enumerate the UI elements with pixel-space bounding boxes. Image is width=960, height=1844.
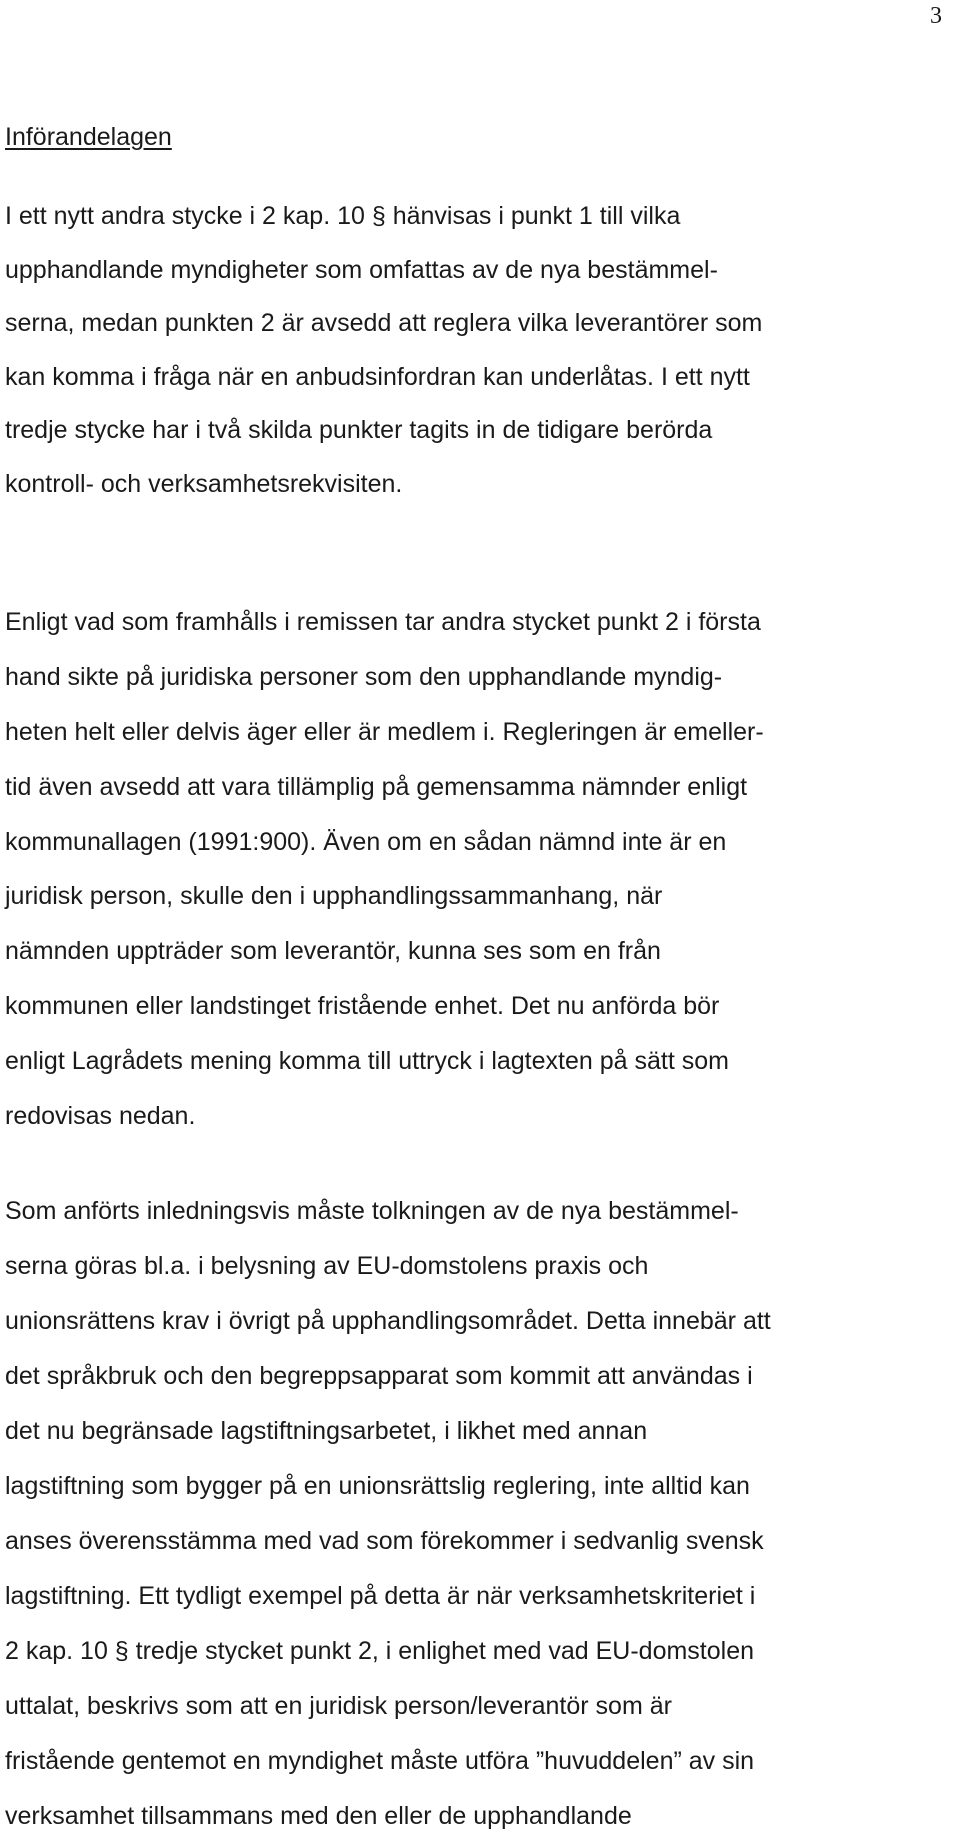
text-line: kommunallagen (1991:900). Även om en sådan nämnd inte är en — [5, 827, 727, 856]
text-line: verksamhet tillsammans med den eller de upphandlande — [5, 1802, 632, 1830]
text-line: kontroll- och verksamhetsrekvisiten. — [5, 469, 403, 498]
text-line: nämnden uppträder som leverantör, kunna ses som en från — [5, 937, 661, 966]
text-line: upphandlande myndigheter som omfattas av de nya bestämmel- — [5, 255, 718, 284]
text-line: hand sikte på juridiska personer som den upphandlande myndig- — [5, 662, 723, 691]
text-line: uttalat, beskrivs som att en juridisk person/leverantör som är — [5, 1692, 672, 1720]
text-line: kan komma i fråga när en anbudsinfordran kan underlåtas. I ett nytt — [5, 362, 750, 391]
text-line: juridisk person, skulle den i upphandlingssammanhang, när — [5, 882, 663, 911]
text-line: tid även avsedd att vara tillämplig på gemensamma nämnder enligt — [5, 772, 748, 801]
paragraph-3 — [5, 1184, 955, 1844]
text-line: 2 kap. 10 § tredje stycket punkt 2, i enlighet med vad EU-domstolen — [5, 1637, 755, 1665]
text-line: det nu begränsade lagstiftningsarbetet, i likhet med annan — [5, 1417, 648, 1445]
text-line: serna göras bl.a. i belysning av EU-domstolens praxis och — [5, 1252, 649, 1280]
text-line: unionsrättens krav i övrigt på upphandlingsområdet. Detta innebär att — [5, 1307, 771, 1335]
page-number: 3 — [930, 3, 942, 29]
text-line: kommunen eller landstinget fristående enhet. Det nu anförda bör — [5, 992, 720, 1021]
paragraph-2 — [5, 595, 955, 1144]
paragraph-1 — [5, 190, 955, 511]
text-line: redovisas nedan. — [5, 1102, 196, 1131]
text-line: fristående gentemot en myndighet måste utföra ”huvuddelen” av sin — [5, 1747, 755, 1775]
text-line: lagstiftning. Ett tydligt exempel på detta är när verksamhetskriteriet i — [5, 1582, 756, 1610]
text-line: lagstiftning som bygger på en unionsrättslig reglering, inte alltid kan — [5, 1472, 750, 1500]
text-line: Som anförts inledningsvis måste tolkningen av de nya bestämmel- — [5, 1197, 739, 1225]
text-line: det språkbruk och den begreppsapparat som kommit att användas i — [5, 1362, 753, 1390]
text-line: Enligt vad som framhålls i remissen tar andra stycket punkt 2 i första — [5, 608, 761, 636]
text-line: tredje stycke har i två skilda punkter tagits in de tidigare berörda — [5, 416, 713, 444]
text-line: serna, medan punkten 2 är avsedd att reglera vilka leverantörer som — [5, 309, 763, 337]
text-line: anses överensstämma med vad som förekommer i sedvanlig svensk — [5, 1527, 764, 1555]
text-line: heten helt eller delvis äger eller är medlem i. Regleringen är emeller- — [5, 717, 764, 746]
text-line: enligt Lagrådets mening komma till uttryck i lagtexten på sätt som — [5, 1047, 729, 1076]
text-line: I ett nytt andra stycke i 2 kap. 10 § hänvisas i punkt 1 till vilka — [5, 202, 681, 230]
section-heading: Införandelagen — [5, 123, 172, 151]
